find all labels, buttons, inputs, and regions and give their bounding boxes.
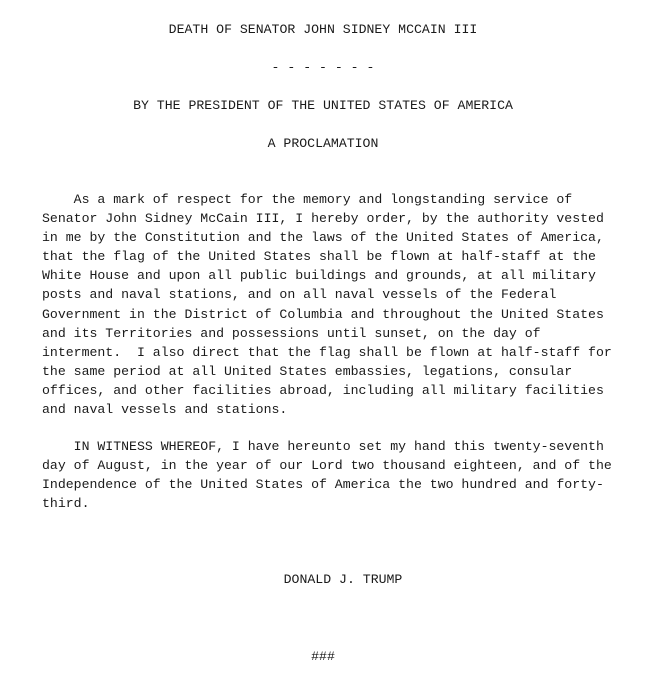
proclamation-body-paragraph: As a mark of respect for the memory and longstanding service of Senator John Sidney McCain III, I hereby order, by the authority vested in me by the Constitution and the laws of the United States of America, that the flag of the United States shall be flown at half-staff at the White House and upon all public buildings and grounds, at all military posts and naval stations, and on all naval vessels of the Federal Government in the District of Columbia and throughout the United States and its Territories and possessions until sunset, on the day of interment. I also direct that the flag shall be flown at half-staff for the same period at all United States embassies, legations, consular offices, and other facilities abroad, including all military facilities and naval vessels and stations. xyxy=(42,192,612,418)
witness-paragraph: IN WITNESS WHEREOF, I have hereunto set my hand this twenty-seventh day of August, in the year of our Lord two thousand eighteen, and of the Independence of the United States of America the two hundred and forty- third. xyxy=(42,439,612,512)
end-mark: ### xyxy=(311,649,335,664)
document-type: A PROCLAMATION xyxy=(267,136,379,151)
title-separator: - - - - - - - xyxy=(271,60,375,75)
document-title: DEATH OF SENATOR JOHN SIDNEY MCCAIN III xyxy=(168,22,478,37)
signature: DONALD J. TRUMP xyxy=(283,572,403,587)
issuer-line: BY THE PRESIDENT OF THE UNITED STATES OF AMERICA xyxy=(133,98,513,113)
